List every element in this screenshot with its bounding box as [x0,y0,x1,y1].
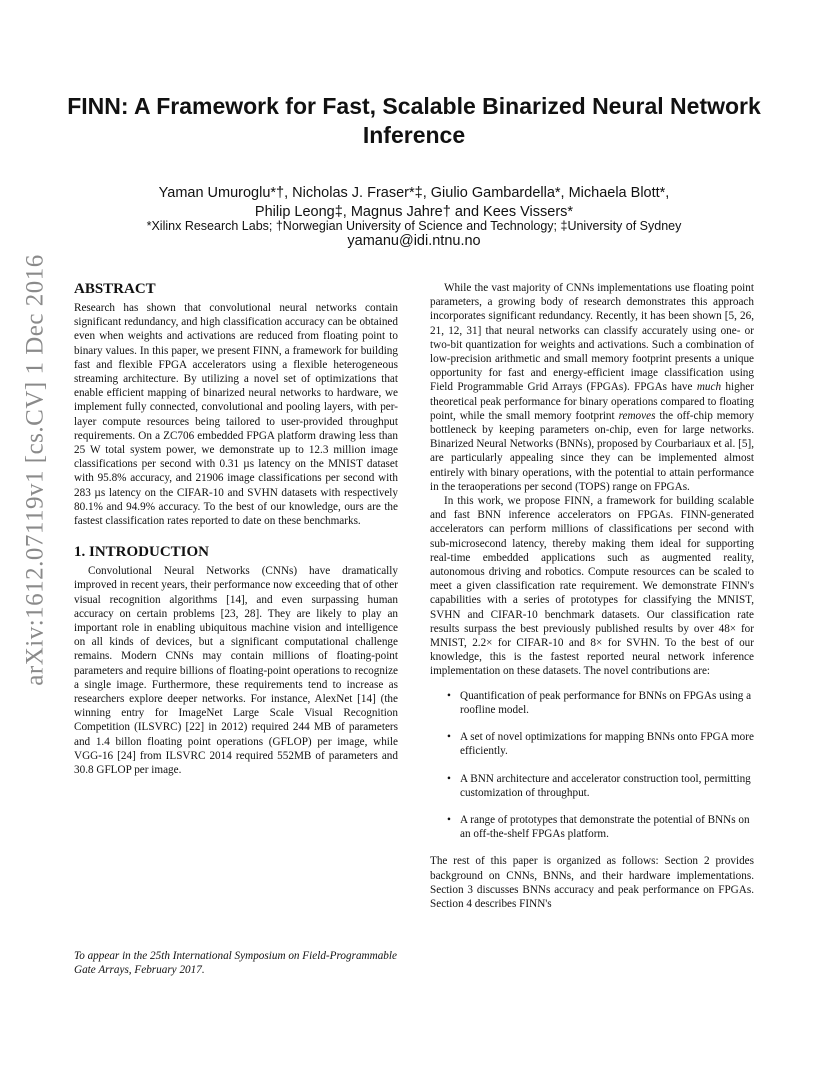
abstract-text: Research has shown that convolutional neural networks contain significant redundancy, and high classification accuracy can be obtained even when weights and activations are reduced from floating point to binary values. In this paper, we present FINN, a framework for building fast and flexible FPGA accelerators using a flexible heterogeneous streaming architecture. By utilizing a novel set of optimizations that enable efficient mapping of binarized neural networks to hardware, we implement fully connected, convolutional and pooling layers, with per-layer compute resources being tailored to user-provided throughput requirements. On a ZC706 embedded FPGA platform drawing less than 25 W total system power, we demonstrate up to 12.3 million image classifications per second with 0.31 µs latency on the MNIST dataset with 95.8% accuracy, and 21906 image classifications per second with 283 µs latency on the CIFAR-10 and SVHN datasets with respectively 80.1% and 94.9% accuracy. To the best of our knowledge, ours are the fastest classification rates reported to date on these benchmarks. [74,302,398,528]
motivation-paragraph [430,281,754,494]
contact-email: yamanu@idi.ntnu.no [347,233,481,249]
author-list [60,184,768,222]
arxiv-identifier-text: arXiv:1612.07119v1 [cs.CV] 1 Dec 2016 [22,254,50,686]
publication-footnote: To appear in the 25th International Symposium on Field-Programmable Gate Arrays, February 2017. [74,950,397,976]
contribution-item: • Quantification of peak performance for BNNs on FPGAs using a roofline model. [430,689,754,717]
emphasis-much: much [696,381,722,394]
right-column [430,281,754,911]
introduction-heading: 1. INTRODUCTION [74,544,210,561]
contribution-item: • A range of prototypes that demonstrate the potential of BNNs on an off-the-shelf FPGAs platform. [430,813,754,841]
affiliations: *Xilinx Research Labs; †Norwegian University of Science and Technology; ‡University of Sydney [146,219,682,233]
motivation-text-a: While the vast majority of CNNs implementations use floating point parameters, a growing body of research demonstrates this approach incorporates significant redundancy. Recently, it has been shown [5, 26, 21, 12, 31] that neural networks can classify accurately using one- or two-bit quantization for weights and activations. Such a combination of low-precision arithmetic and small memory footprint presents a unique opportunity for fast and energy-efficient image classification using Field Programmable Grid Arrays (FPGAs). FPGAs have [430,282,754,394]
contributions-list [430,689,754,842]
contribution-item: • A BNN architecture and accelerator construction tool, permitting customization of throughput. [430,772,754,800]
left-column [74,281,398,777]
emphasis-removes: removes [618,409,656,422]
paper-title: FINN: A Framework for Fast, Scalable Binarized Neural Network Inference [67,93,761,148]
motivation-text-b: higher theoretical peak performance for binary operations compared to floating point, while the small memory footprint [430,381,754,422]
introduction-paragraph: Convolutional Neural Networks (CNNs) have dramatically improved in recent years, their performance now exceeding that of other visual recognition algorithms [14], and even surpassing human accuracy on certain problems [23, 28]. They are likely to play an important role in enabling ubiquitous machine vision and intelligence on all kinds of devices, but a significant computational challenge remains. Modern CNNs may contain millions of floating-point parameters and require billions of floating-point operations to recognize a single image. Furthermore, these requirements tend to increase as researchers explore deeper networks. For instance, AlexNet [14] (the winning entry for ImageNet Large Scale Visual Recognition Competition (ILSVRC) [22] in 2012) required 244 MB of parameters and 1.4 billon floating point operations (GFLOP) per image, while VGG-16 [24] from ILSVRC 2014 required 552MB of parameters and 30.8 GFLOP per image. [74,565,398,777]
contribution-item: • A set of novel optimizations for mapping BNNs onto FPGA more efficiently. [430,730,754,758]
organization-paragraph: The rest of this paper is organized as follows: Section 2 provides background on CNNs, BNNs, and their hardware implementations. Section 3 discusses BNNs accuracy and peak performance on FPGAs. Section 4 describes FINN's [430,855,754,910]
arxiv-identifier [14,254,58,686]
abstract-heading: ABSTRACT [74,281,156,297]
authors-line-2: Philip Leong‡, Magnus Jahre† and Kees Vissers* [254,204,574,220]
motivation-text-c: the off-chip memory bottleneck by keeping parameters on-chip, even for large networks. Binarized Neural Networks (BNNs), proposed by Courbariaux et al. [5], are particularly appealing since they can be implemented almost entirely with binary operations, with the potential to attain performance in the teraoperations per second (TOPS) range on FPGAs. [430,409,754,493]
proposal-paragraph: In this work, we propose FINN, a framework for building scalable and fast BNN inference accelerators on FPGAs. FINN-generated accelerators can perform millions of classifications per second with sub-microsecond latency, thereby making them ideal for supporting real-time embedded applications such as augmented reality, autonomous driving and robotics. Compute resources can be scaled to meet a given classification rate requirement. We demonstrate FINN's capabilities with a series of prototypes for classifying the MNIST, SVHN and CIFAR-10 benchmark datasets. Our classification rate results surpass the best previously published results by over 48× for MNIST, 2.2× for CIFAR-10 and 8× for SVHN. To the best of our knowledge, this is the fastest reported neural network inference implementation on these datasets. The novel contributions are: [430,495,754,678]
authors-line-1: Yaman Umuroglu*†, Nicholas J. Fraser*‡, Giulio Gambardella*, Michaela Blott*, [158,185,670,201]
